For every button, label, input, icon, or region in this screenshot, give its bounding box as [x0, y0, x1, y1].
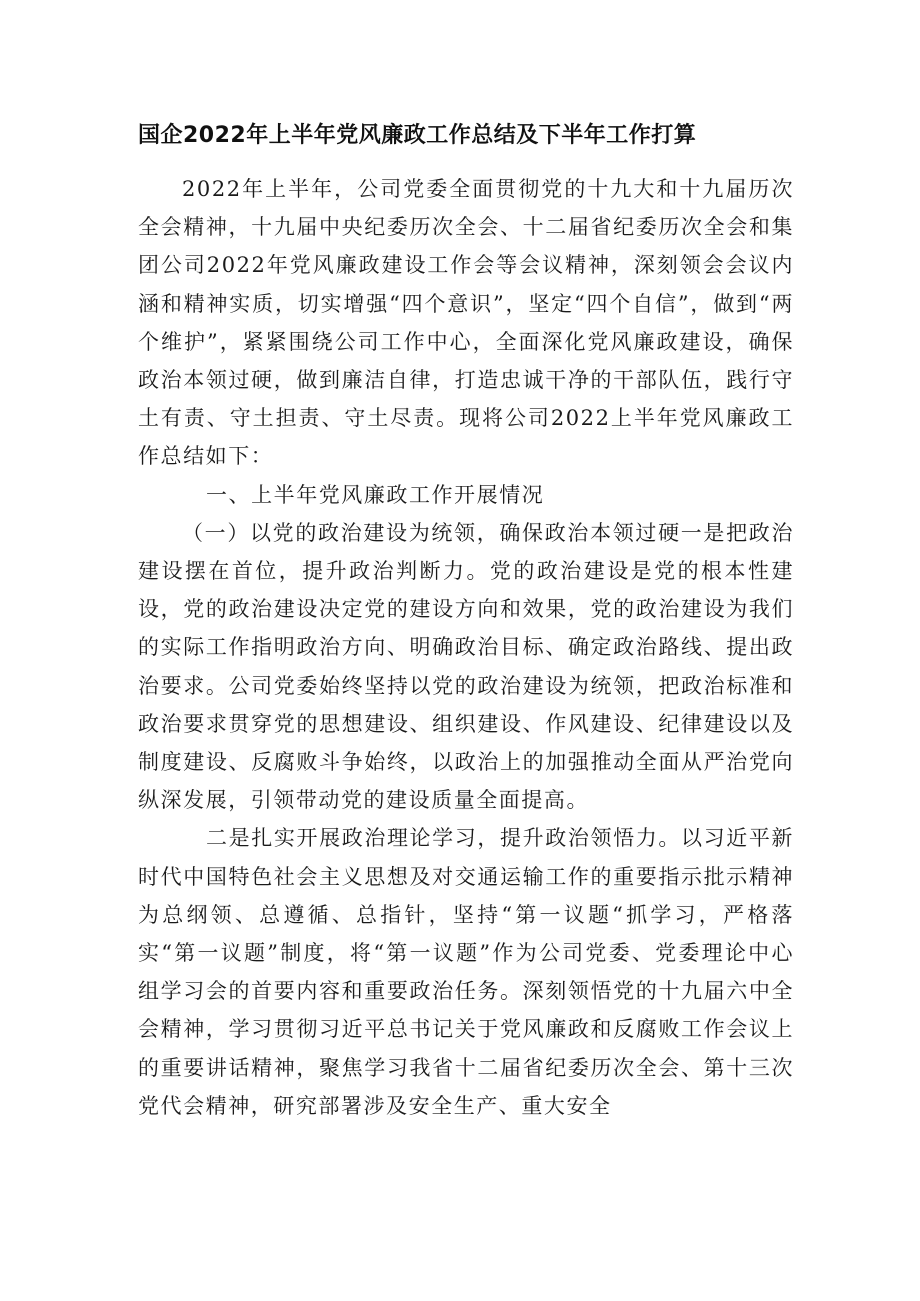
intro-paragraph: 2022年上半年，公司党委全面贯彻党的十九大和十九届历次全会精神，十九届中央纪委历次全会、十二届省纪委历次全会和集团公司2022年党风廉政建设工作会等会议精神，深刻领会会议内涵和精神实质，切实增强“四个意识”，坚定“四个自信”，做到“两个维护”，紧紧围绕公司工作中心，全面深化党风廉政建设，确保政治本领过硬，做到廉洁自律，打造忠诚干净的干部队伍，践行守土有责、守土担责、守土尽责。现将公司2022上半年党风廉政工作总结如下： — [138, 177, 794, 469]
body-paragraph: （一）以党的政治建设为统领，确保政治本领过硬一是把政治建设摆在首位，提升政治判断力。党的政治建设是党的根本性建设，党的政治建设决定党的建设方向和效果，党的政治建设为我们的实际工作指明政治方向、明确政治目标、确定政治路线、提出政治要求。公司党委始终坚持以党的政治建设为统领，把政治标准和政治要求贯穿党的思想建设、组织建设、作风建设、纪律建设以及制度建设、反腐败斗争始终，以政治上的加强推动全面从严治党向纵深发展，引领带动党的建设质量全面提高。 — [138, 520, 794, 813]
document-title: 国企2022年上半年党风廉政工作总结及下半年工作打算 — [138, 123, 697, 148]
body-paragraph: 二是扎实开展政治理论学习，提升政治领悟力。以习近平新时代中国特色社会主义思想及对交通运输工作的重要指示批示精神为总纲领、总遵循、总指针，坚持“第一议题“抓学习，严格落实“第一议题”制度，将“第一议题”作为公司党委、党委理论中心组学习会的首要内容和重要政治任务。深刻领悟党的十九届六中全会精神，学习贯彻习近平总书记关于党风廉政和反腐败工作会议上的重要讲话精神，聚焦学习我省十二届省纪委历次全会、第十三次党代会精神，研究部署涉及安全生产、重大安全 — [138, 826, 794, 1118]
document-body — [138, 170, 794, 1125]
section-heading: 一、上半年党风廉政工作开展情况 — [206, 482, 545, 507]
